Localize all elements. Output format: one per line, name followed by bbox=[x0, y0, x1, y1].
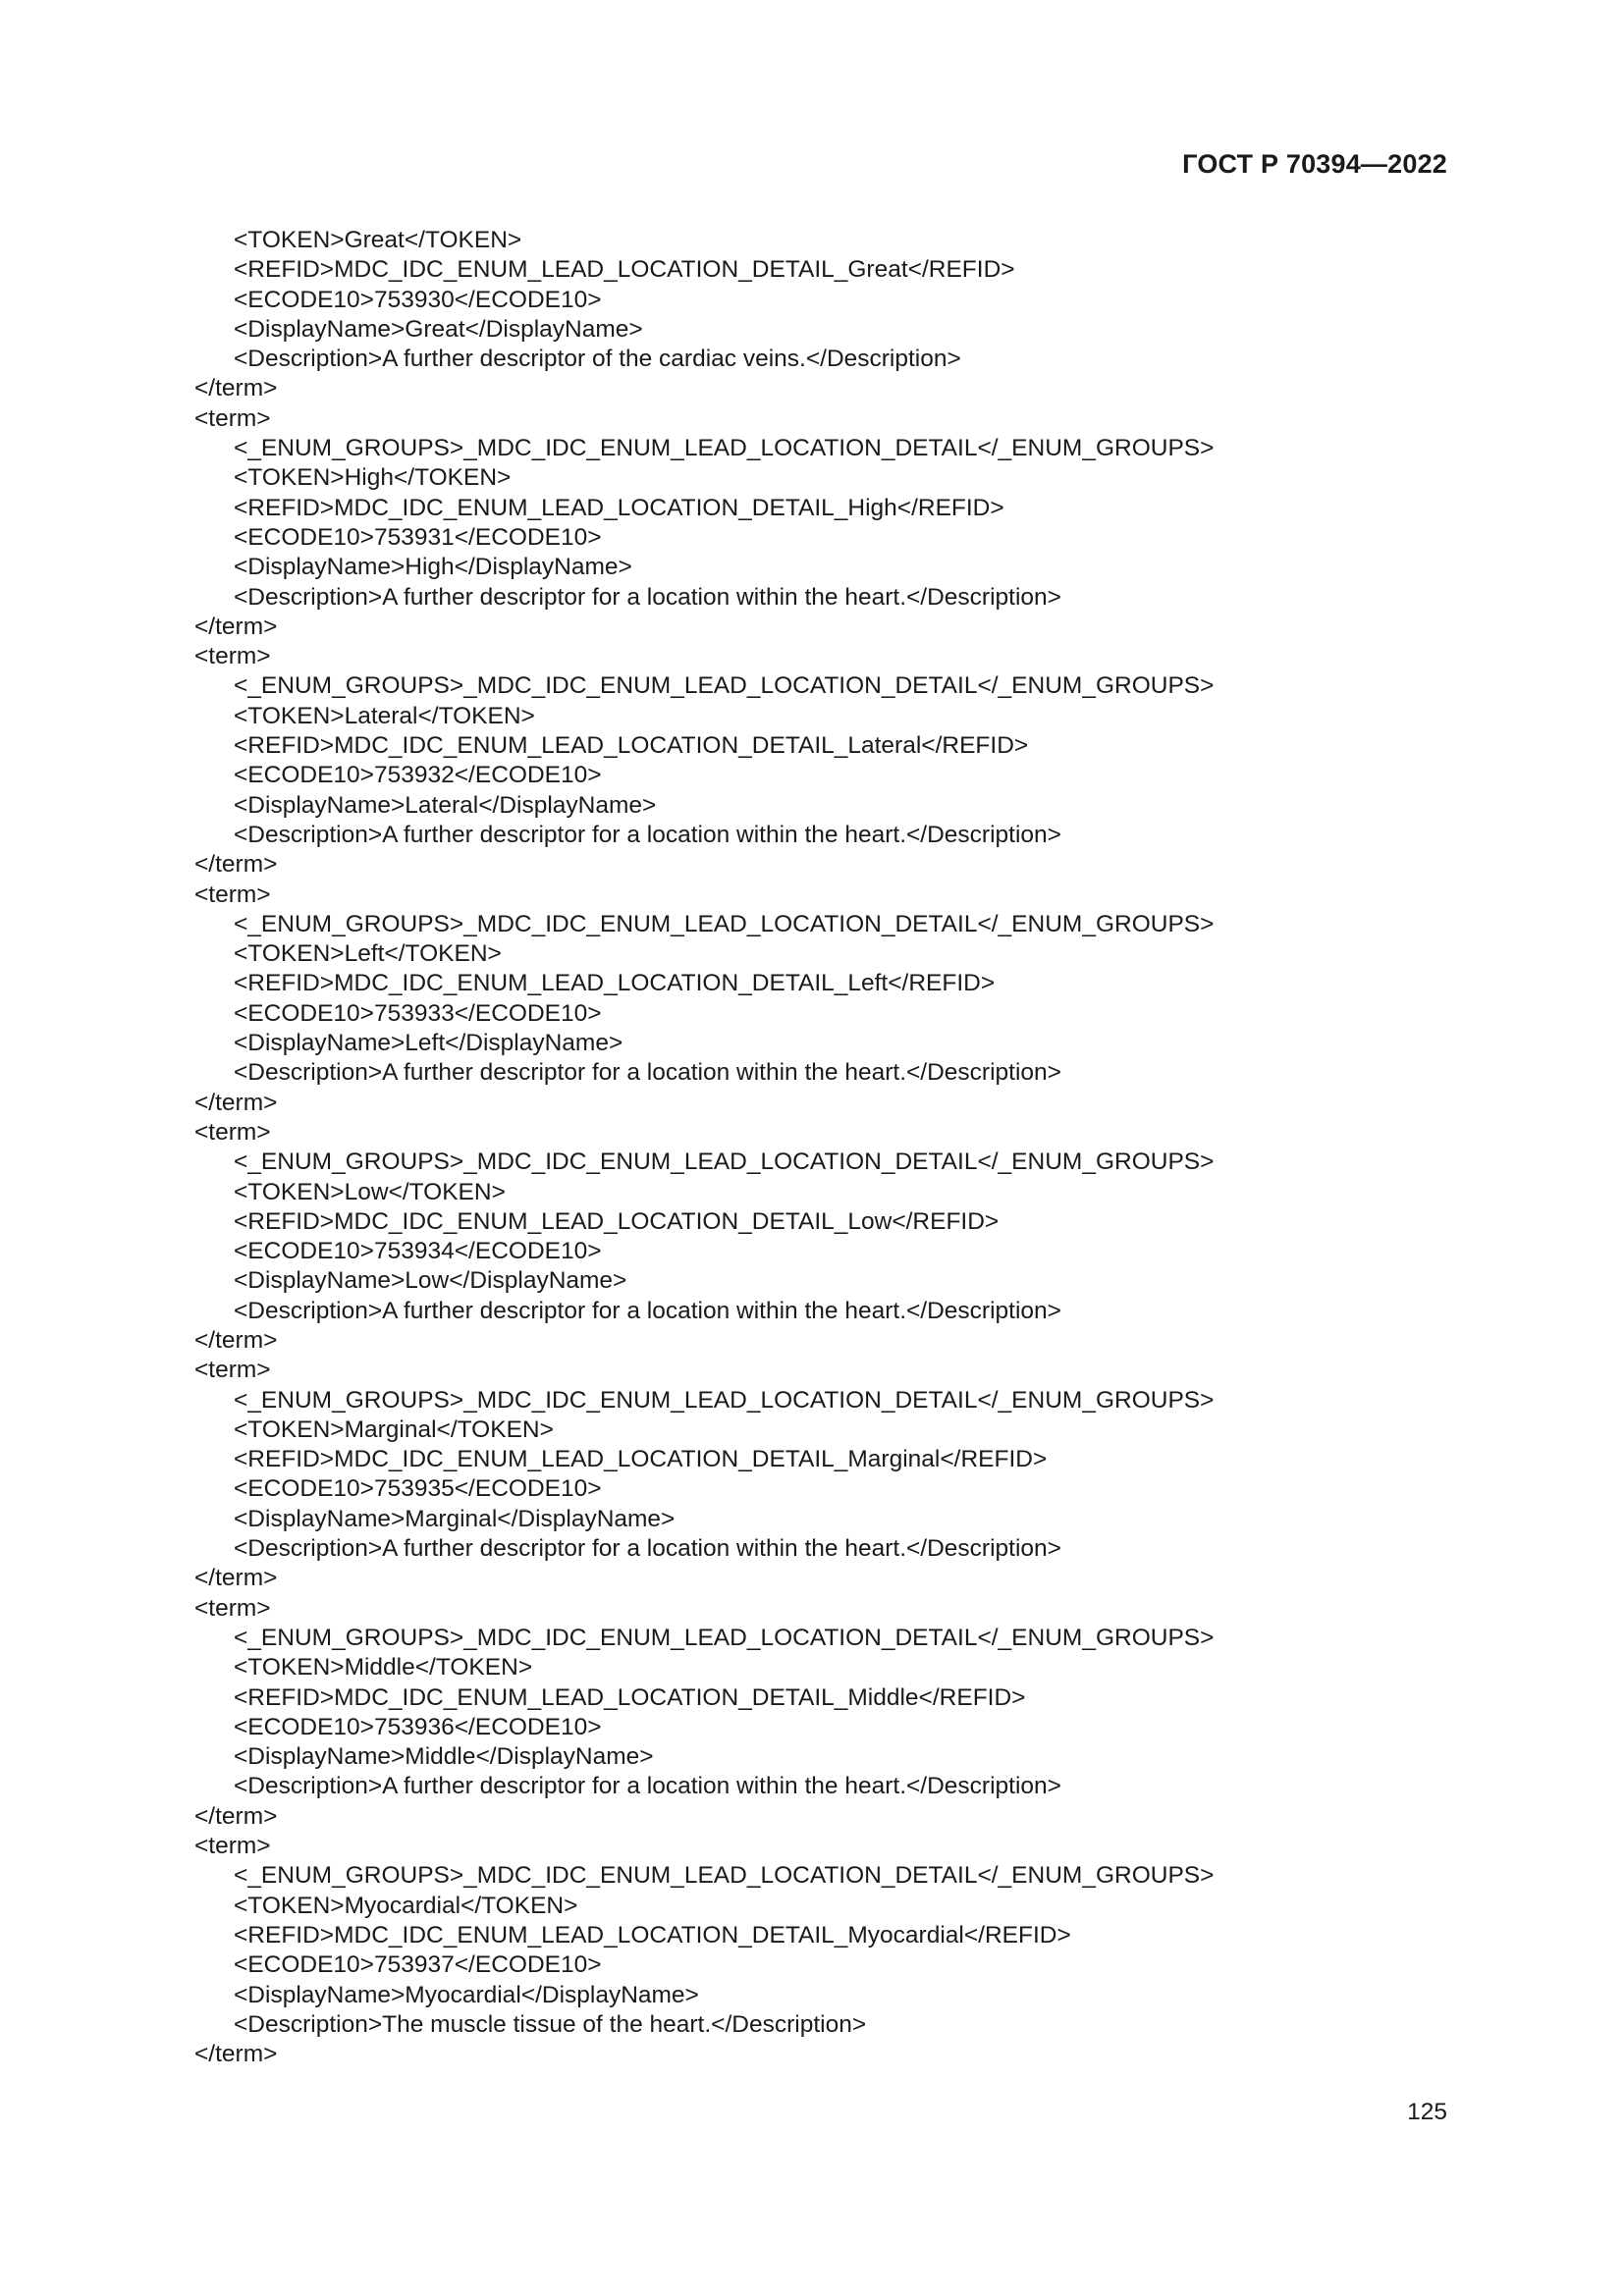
code-line: <Description>A further descriptor for a location within the heart.</Description> bbox=[234, 1773, 1061, 1800]
code-line: </term> bbox=[194, 1802, 278, 1830]
code-line: <term> bbox=[194, 1118, 271, 1146]
code-line: <Description>A further descriptor for a location within the heart.</Description> bbox=[234, 1059, 1061, 1087]
code-line: <REFID>MDC_IDC_ENUM_LEAD_LOCATION_DETAIL_Middle</REFID> bbox=[234, 1683, 1026, 1711]
code-line: <Description>A further descriptor for a location within the heart.</Description> bbox=[234, 1297, 1061, 1324]
code-line: <term> bbox=[194, 643, 271, 670]
code-line: <Description>A further descriptor for a location within the heart.</Description> bbox=[234, 1535, 1061, 1563]
page-number: 125 bbox=[1407, 2099, 1447, 2125]
code-line: <TOKEN>Marginal</TOKEN> bbox=[234, 1415, 554, 1443]
code-line: <REFID>MDC_IDC_ENUM_LEAD_LOCATION_DETAIL_Marginal</REFID> bbox=[234, 1446, 1048, 1473]
code-line: <DisplayName>Middle</DisplayName> bbox=[234, 1743, 654, 1771]
code-line: <TOKEN>Middle</TOKEN> bbox=[234, 1654, 533, 1682]
document-standard-header: ГОСТ Р 70394—2022 bbox=[1182, 149, 1447, 179]
code-line: <_ENUM_GROUPS>_MDC_IDC_ENUM_LEAD_LOCATION_DETAIL</_ENUM_GROUPS> bbox=[234, 1386, 1215, 1414]
code-line: <REFID>MDC_IDC_ENUM_LEAD_LOCATION_DETAIL_Lateral</REFID> bbox=[234, 732, 1029, 760]
code-line: <Description>A further descriptor of the cardiac veins.</Description> bbox=[234, 346, 961, 373]
code-line: <TOKEN>Myocardial</TOKEN> bbox=[234, 1892, 578, 1919]
code-line: <ECODE10>753937</ECODE10> bbox=[234, 1951, 602, 1979]
code-line: <TOKEN>Left</TOKEN> bbox=[234, 940, 502, 968]
code-line: <DisplayName>High</DisplayName> bbox=[234, 554, 632, 581]
code-line: </term> bbox=[194, 851, 278, 879]
code-line: </term> bbox=[194, 375, 278, 402]
code-line: <ECODE10>753933</ECODE10> bbox=[234, 999, 602, 1027]
code-line: <term> bbox=[194, 1594, 271, 1622]
code-line: <REFID>MDC_IDC_ENUM_LEAD_LOCATION_DETAIL_Left</REFID> bbox=[234, 970, 996, 997]
code-line: <TOKEN>Low</TOKEN> bbox=[234, 1178, 506, 1205]
code-line: <REFID>MDC_IDC_ENUM_LEAD_LOCATION_DETAIL_Great</REFID> bbox=[234, 256, 1015, 284]
code-line: <term> bbox=[194, 881, 271, 908]
code-line: <ECODE10>753932</ECODE10> bbox=[234, 762, 602, 789]
code-line: </term> bbox=[194, 2041, 278, 2068]
code-line: </term> bbox=[194, 1565, 278, 1592]
code-line: <ECODE10>753935</ECODE10> bbox=[234, 1475, 602, 1503]
code-line: <DisplayName>Lateral</DisplayName> bbox=[234, 791, 657, 819]
code-line: <_ENUM_GROUPS>_MDC_IDC_ENUM_LEAD_LOCATION_DETAIL</_ENUM_GROUPS> bbox=[234, 1624, 1215, 1651]
code-line: <_ENUM_GROUPS>_MDC_IDC_ENUM_LEAD_LOCATION_DETAIL</_ENUM_GROUPS> bbox=[234, 1862, 1215, 1890]
code-line: <term> bbox=[194, 1357, 271, 1384]
code-line: <TOKEN>High</TOKEN> bbox=[234, 464, 512, 492]
code-line: </term> bbox=[194, 1089, 278, 1116]
code-line: <REFID>MDC_IDC_ENUM_LEAD_LOCATION_DETAIL_High</REFID> bbox=[234, 494, 1004, 521]
xml-code-listing bbox=[194, 226, 1471, 2069]
code-line: <Description>The muscle tissue of the heart.</Description> bbox=[234, 2010, 867, 2038]
code-line: <DisplayName>Myocardial</DisplayName> bbox=[234, 1981, 699, 2008]
code-line: <DisplayName>Low</DisplayName> bbox=[234, 1267, 627, 1295]
code-line: <DisplayName>Left</DisplayName> bbox=[234, 1030, 623, 1057]
code-line: </term> bbox=[194, 613, 278, 640]
code-line: <REFID>MDC_IDC_ENUM_LEAD_LOCATION_DETAIL_Low</REFID> bbox=[234, 1207, 1000, 1235]
code-line: <_ENUM_GROUPS>_MDC_IDC_ENUM_LEAD_LOCATION_DETAIL</_ENUM_GROUPS> bbox=[234, 435, 1215, 462]
code-line: <term> bbox=[194, 404, 271, 432]
code-line: <Description>A further descriptor for a location within the heart.</Description> bbox=[234, 583, 1061, 611]
code-line: <TOKEN>Great</TOKEN> bbox=[234, 227, 522, 253]
code-line: <Description>A further descriptor for a location within the heart.</Description> bbox=[234, 821, 1061, 848]
code-line: <ECODE10>753936</ECODE10> bbox=[234, 1713, 602, 1740]
code-line: <_ENUM_GROUPS>_MDC_IDC_ENUM_LEAD_LOCATION_DETAIL</_ENUM_GROUPS> bbox=[234, 1148, 1215, 1176]
code-line: <term> bbox=[194, 1833, 271, 1860]
code-line: <_ENUM_GROUPS>_MDC_IDC_ENUM_LEAD_LOCATION_DETAIL</_ENUM_GROUPS> bbox=[234, 910, 1215, 937]
code-line: <REFID>MDC_IDC_ENUM_LEAD_LOCATION_DETAIL_Myocardial</REFID> bbox=[234, 1921, 1071, 1949]
code-line: <DisplayName>Great</DisplayName> bbox=[234, 315, 643, 343]
code-line: <ECODE10>753930</ECODE10> bbox=[234, 286, 602, 313]
code-line: <TOKEN>Lateral</TOKEN> bbox=[234, 702, 535, 729]
code-line: <ECODE10>753931</ECODE10> bbox=[234, 523, 602, 551]
code-line: </term> bbox=[194, 1326, 278, 1354]
code-line: <DisplayName>Marginal</DisplayName> bbox=[234, 1505, 676, 1532]
code-line: <_ENUM_GROUPS>_MDC_IDC_ENUM_LEAD_LOCATION_DETAIL</_ENUM_GROUPS> bbox=[234, 672, 1215, 700]
code-line: <ECODE10>753934</ECODE10> bbox=[234, 1238, 602, 1265]
